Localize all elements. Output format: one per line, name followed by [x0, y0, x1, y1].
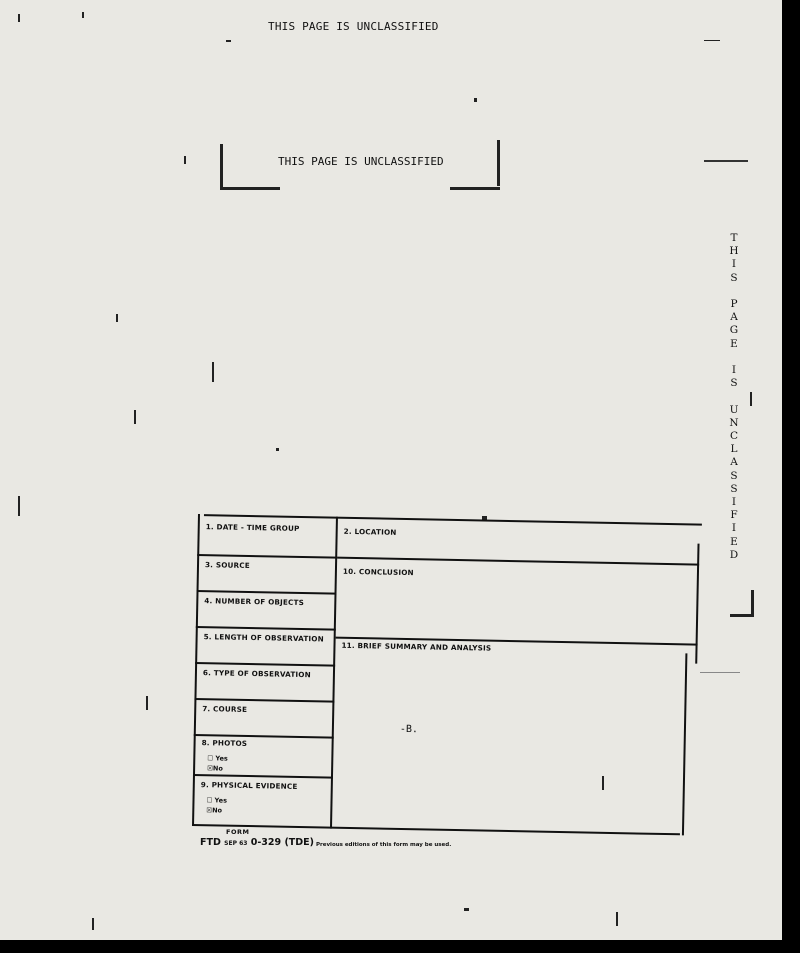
evidence-no-checkbox[interactable]: ☒No [206, 806, 223, 815]
footer-form-word: FORM [226, 828, 250, 836]
top-classification-banner: THIS PAGE IS UNCLASSIFIED [268, 20, 439, 33]
side-banner-letter: S [730, 482, 738, 495]
side-banner-letter: I [731, 496, 737, 509]
side-banner-letter [724, 390, 744, 403]
scan-speck [226, 40, 231, 42]
field-date-time-group: 1. DATE - TIME GROUP [205, 522, 300, 533]
scan-speck [474, 98, 477, 102]
scan-speck [134, 410, 136, 424]
scan-speck [82, 12, 84, 18]
scan-speck [92, 918, 94, 930]
scan-speck [18, 14, 20, 22]
scan-speck [704, 40, 720, 41]
scan-speck [184, 156, 186, 164]
side-banner-letter: E [730, 535, 738, 548]
field-type-of-observation: 6. TYPE OF OBSERVATION [202, 668, 311, 680]
field-location: 2. LOCATION [343, 526, 397, 537]
side-banner-letter: G [729, 324, 739, 337]
footer-code-date: SEP 63 [224, 840, 248, 847]
scan-speck [700, 672, 740, 673]
side-banner-letter: E [730, 337, 738, 350]
photos-no-checkbox[interactable]: ☒No [207, 764, 223, 773]
side-banner-letter: S [730, 469, 738, 482]
side-banner-letter: F [730, 509, 738, 522]
summary-mark: -B. [399, 723, 419, 736]
field-number-of-objects: 4. NUMBER OF OBJECTS [204, 596, 305, 608]
bracketed-classification-banner: THIS PAGE IS UNCLASSIFIED [278, 155, 444, 168]
scan-speck [146, 696, 148, 710]
side-banner-letter: T [730, 232, 738, 244]
side-banner-letter: I [731, 364, 737, 377]
field-photos: 8. PHOTOS [201, 738, 248, 748]
field-physical-evidence: 9. PHYSICAL EVIDENCE [200, 780, 298, 791]
project-record-form [192, 514, 702, 854]
field-course: 7. COURSE [202, 704, 248, 714]
scan-speck [18, 496, 20, 516]
scan-speck [616, 912, 618, 926]
side-banner-letter: U [729, 403, 739, 416]
side-banner-letter [724, 285, 744, 298]
photos-yes-checkbox[interactable]: ☐ Yes [207, 754, 228, 763]
side-banner-letter: A [730, 456, 738, 469]
field-source: 3. SOURCE [204, 560, 250, 571]
side-banner-letter: C [729, 430, 739, 443]
side-banner-letter [724, 351, 744, 364]
side-banner-letter: D [729, 548, 739, 561]
side-banner-letter: N [729, 416, 739, 429]
scan-speck [276, 448, 279, 451]
side-banner-letter: S [730, 271, 738, 284]
side-banner-letter: A [730, 311, 738, 324]
footer-form-code [200, 837, 314, 848]
field-length-of-observation: 5. LENGTH OF OBSERVATION [203, 632, 324, 644]
footer-code-prefix: FTD [200, 837, 221, 848]
footer-code-suffix: 0-329 (TDE) [250, 837, 314, 848]
field-conclusion: 10. CONCLUSION [342, 566, 414, 578]
evidence-yes-checkbox[interactable]: ☐ Yes [206, 796, 228, 805]
side-classification-banner [724, 232, 744, 562]
side-banner-letter: P [730, 298, 738, 311]
footer-edition-note: Previous editions of this form may be used. [316, 842, 452, 848]
side-banner-letter: S [730, 377, 738, 390]
scan-speck [116, 314, 118, 322]
scan-speck [212, 362, 214, 382]
field-brief-summary: 11. BRIEF SUMMARY AND ANALYSIS [341, 640, 492, 653]
side-banner-letter: I [731, 258, 737, 271]
side-banner-letter: H [729, 245, 739, 258]
side-banner-letter: L [730, 443, 738, 456]
scan-speck [464, 908, 469, 911]
side-banner-letter: I [731, 522, 737, 535]
